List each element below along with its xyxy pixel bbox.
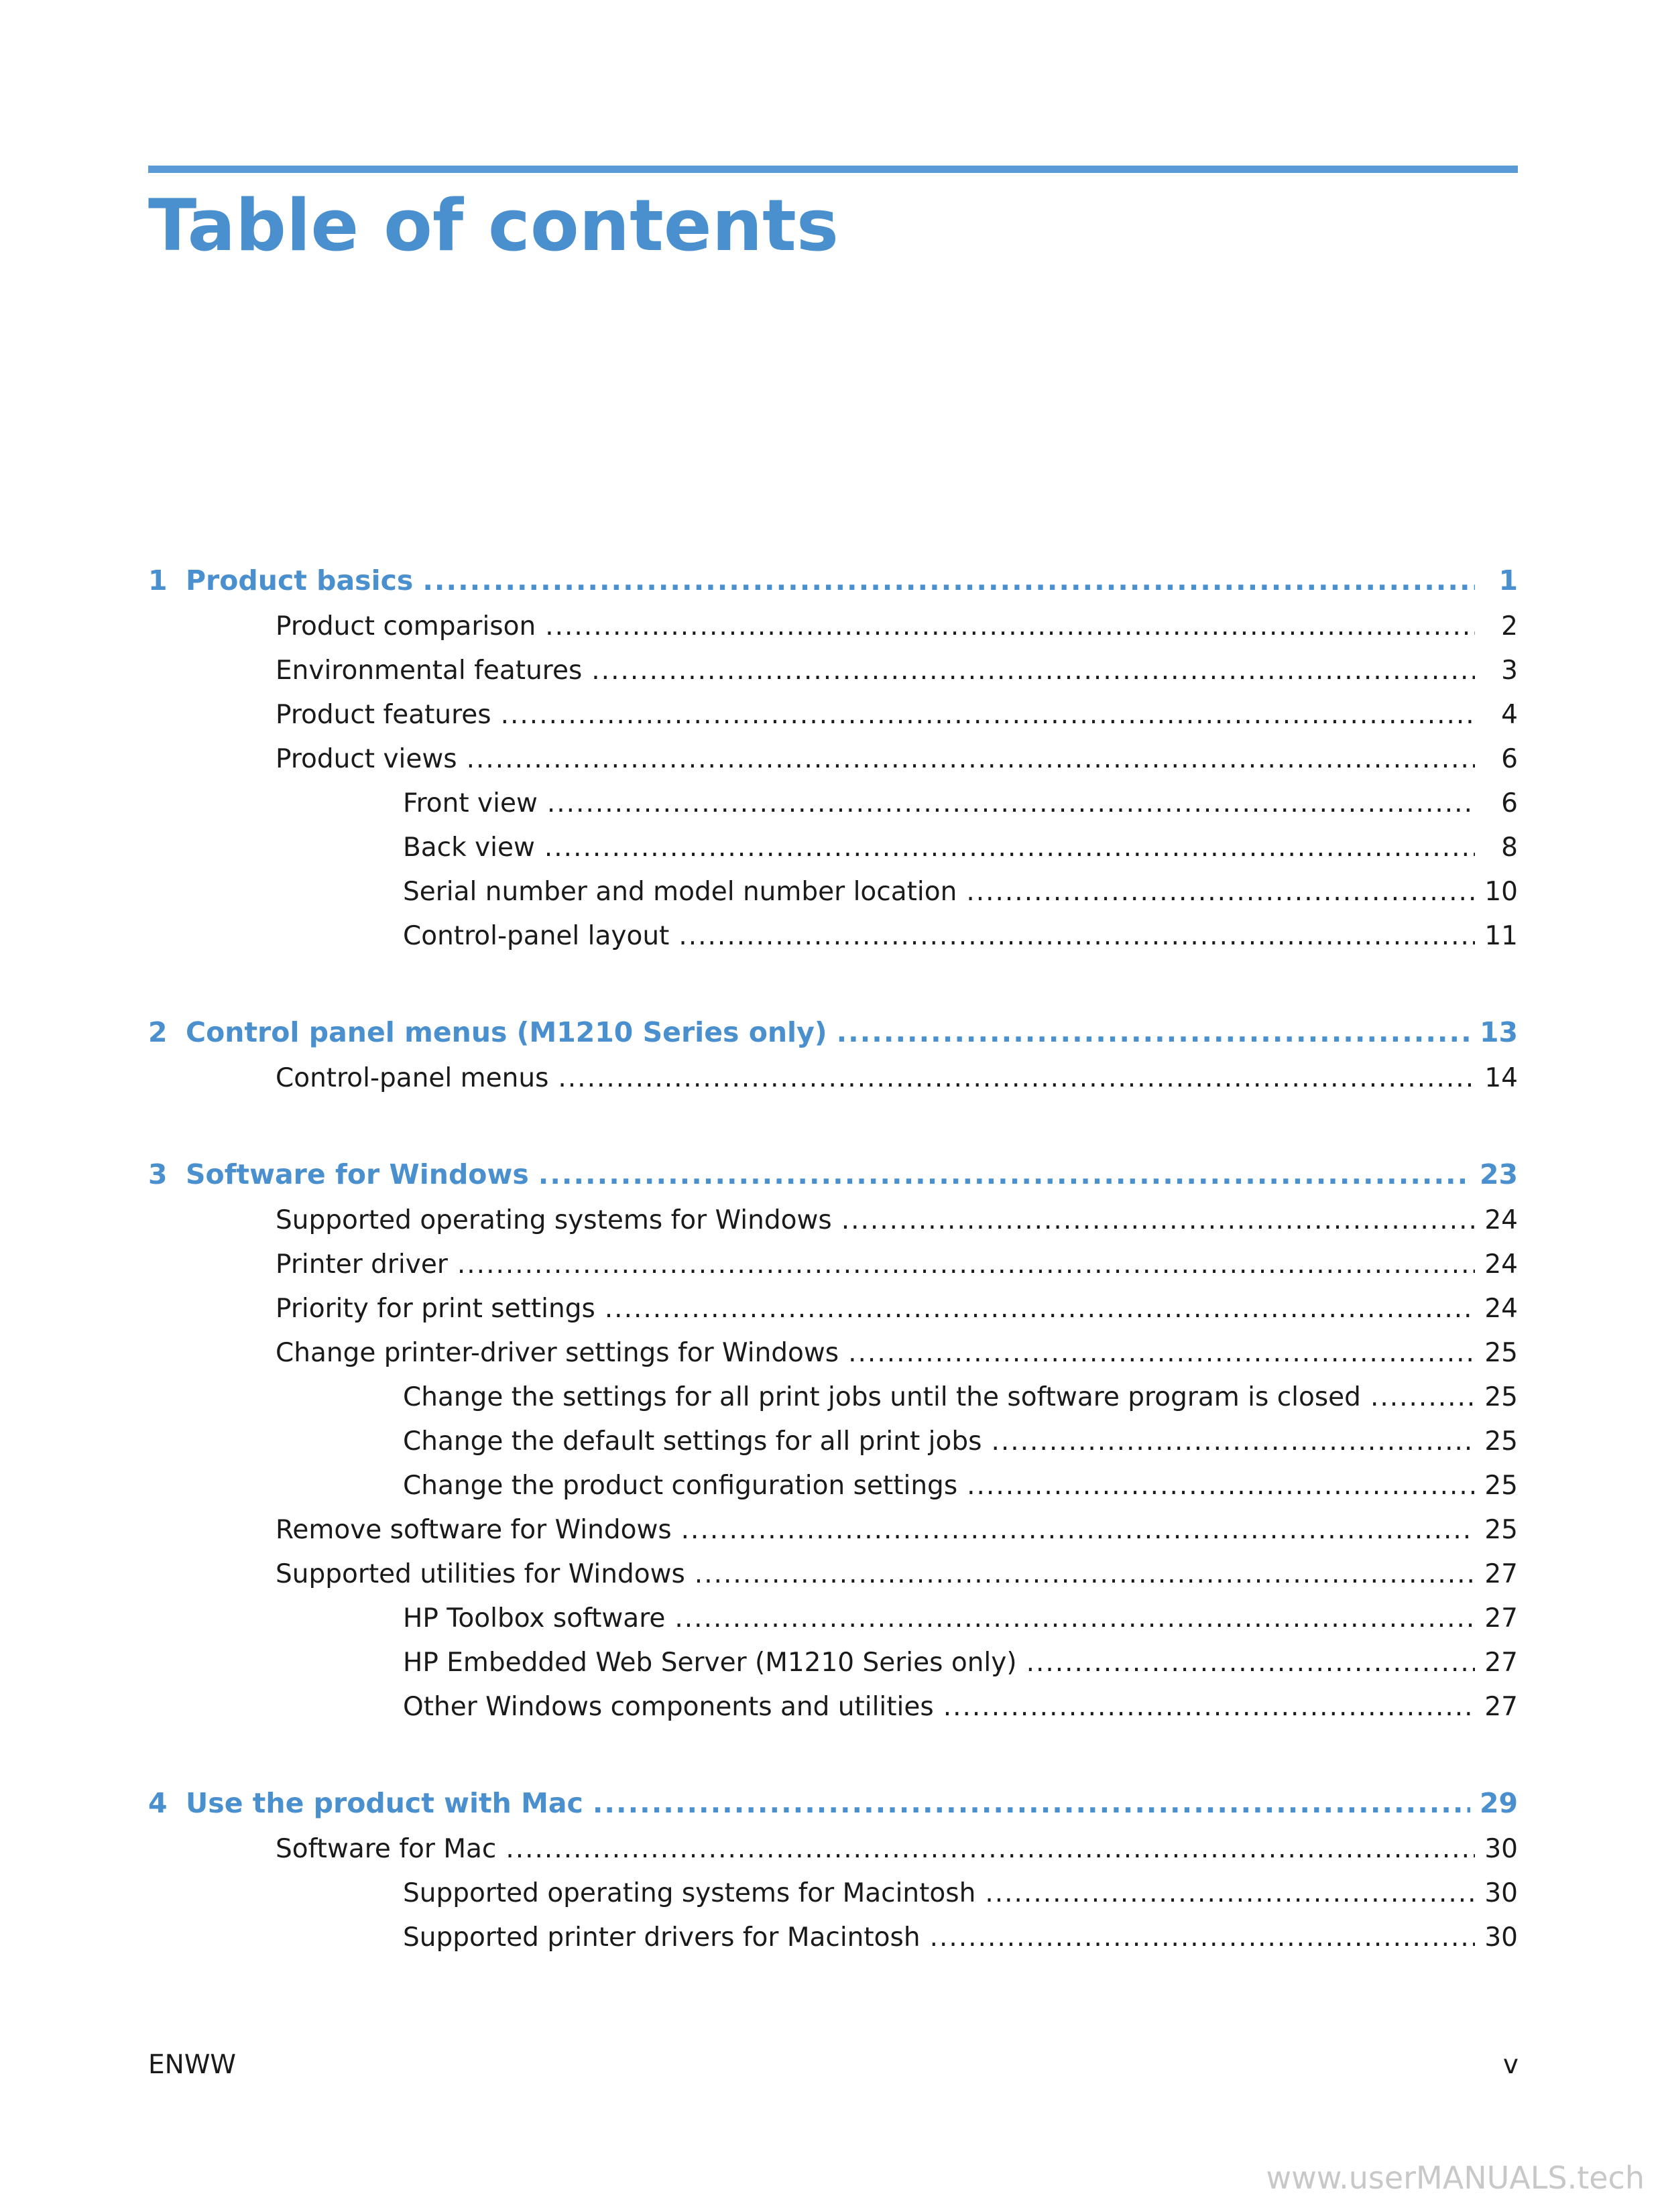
entry-title: Product features — [276, 700, 491, 730]
toc-entry[interactable] — [148, 1515, 1518, 1559]
entry-page: 6 — [1501, 788, 1518, 818]
entry-page: 25 — [1484, 1382, 1518, 1412]
toc-chapter-heading[interactable] — [148, 1158, 1518, 1205]
toc-entry[interactable] — [148, 1648, 1518, 1692]
dot-leader — [966, 877, 1475, 907]
toc-entry[interactable] — [148, 1834, 1518, 1878]
entry-page: 25 — [1484, 1471, 1518, 1501]
toc-entry[interactable] — [148, 1426, 1518, 1471]
entry-page: 30 — [1484, 1922, 1518, 1953]
entry-page: 11 — [1484, 921, 1518, 951]
toc-chapter — [148, 1787, 1518, 1967]
chapter-title: Use the product with Mac — [186, 1787, 583, 1819]
page-title: Table of contents — [148, 184, 839, 267]
entry-title: Change the default settings for all print jobs — [403, 1426, 982, 1457]
entry-title: Priority for print settings — [276, 1294, 595, 1324]
toc-entry[interactable] — [148, 1063, 1518, 1107]
dot-leader — [591, 656, 1475, 686]
toc-entry[interactable] — [148, 877, 1518, 921]
entry-page: 27 — [1484, 1603, 1518, 1634]
dot-leader — [681, 1515, 1475, 1545]
dot-leader — [848, 1338, 1475, 1368]
entry-page: 8 — [1501, 833, 1518, 863]
entry-page: 27 — [1484, 1692, 1518, 1722]
toc-entry[interactable] — [148, 1692, 1518, 1736]
entry-title: Supported operating systems for Macintosh — [403, 1878, 976, 1908]
dot-leader — [545, 611, 1475, 641]
page-number: v — [1502, 2050, 1519, 2080]
toc-entry[interactable] — [148, 1249, 1518, 1294]
footer-label: ENWW — [148, 2050, 236, 2080]
dot-leader — [841, 1205, 1475, 1235]
dot-leader — [593, 1787, 1470, 1819]
toc-entry[interactable] — [148, 1878, 1518, 1922]
dot-leader — [985, 1878, 1475, 1908]
entry-title: Supported utilities for Windows — [276, 1559, 685, 1589]
entry-title: HP Toolbox software — [403, 1603, 666, 1634]
dot-leader — [544, 833, 1475, 863]
entry-title: Remove software for Windows — [276, 1515, 672, 1545]
table-of-contents — [148, 564, 1518, 2018]
chapter-page: 1 — [1498, 564, 1518, 597]
chapter-title: Software for Windows — [186, 1158, 529, 1190]
dot-leader — [558, 1063, 1475, 1093]
chapter-number: 3 — [148, 1158, 168, 1190]
toc-chapter-heading[interactable] — [148, 1016, 1518, 1063]
entry-page: 25 — [1484, 1426, 1518, 1457]
title-rule — [148, 166, 1518, 173]
toc-chapter-heading[interactable] — [148, 564, 1518, 611]
dot-leader — [837, 1016, 1470, 1048]
dot-leader — [501, 700, 1475, 730]
entry-title: Software for Mac — [276, 1834, 497, 1864]
entry-title: Other Windows components and utilities — [403, 1692, 934, 1722]
toc-entry[interactable] — [148, 1471, 1518, 1515]
chapter-page: 13 — [1479, 1016, 1518, 1048]
entry-page: 25 — [1484, 1515, 1518, 1545]
entry-page: 6 — [1501, 744, 1518, 774]
chapter-number: 1 — [148, 564, 168, 597]
entry-page: 24 — [1484, 1294, 1518, 1324]
dot-leader — [943, 1692, 1475, 1722]
toc-entry[interactable] — [148, 1338, 1518, 1382]
toc-entry[interactable] — [148, 1559, 1518, 1603]
toc-entry[interactable] — [148, 921, 1518, 965]
entry-page: 14 — [1484, 1063, 1518, 1093]
entry-title: Control-panel layout — [403, 921, 670, 951]
entry-title: Environmental features — [276, 656, 583, 686]
toc-entry[interactable] — [148, 1382, 1518, 1426]
dot-leader — [1026, 1648, 1475, 1678]
toc-entry[interactable] — [148, 1603, 1518, 1648]
toc-entry[interactable] — [148, 611, 1518, 656]
toc-entry[interactable] — [148, 656, 1518, 700]
dot-leader — [467, 744, 1475, 774]
entry-title: Supported operating systems for Windows — [276, 1205, 832, 1235]
dot-leader — [695, 1559, 1475, 1589]
entry-title: HP Embedded Web Server (M1210 Series only) — [403, 1648, 1017, 1678]
toc-chapter — [148, 1158, 1518, 1736]
entry-page: 24 — [1484, 1205, 1518, 1235]
watermark: www.userMANUALS.tech — [1266, 2160, 1645, 2196]
entry-title: Change printer-driver settings for Windows — [276, 1338, 839, 1368]
toc-entry[interactable] — [148, 1922, 1518, 1967]
toc-entry[interactable] — [148, 700, 1518, 744]
entry-title: Control-panel menus — [276, 1063, 549, 1093]
dot-leader — [674, 1603, 1475, 1634]
toc-entry[interactable] — [148, 1294, 1518, 1338]
toc-chapter — [148, 564, 1518, 965]
dot-leader — [506, 1834, 1475, 1864]
entry-title: Front view — [403, 788, 538, 818]
dot-leader — [991, 1426, 1475, 1457]
entry-page: 25 — [1484, 1338, 1518, 1368]
toc-chapter — [148, 1016, 1518, 1107]
entry-title: Change the settings for all print jobs until the software program is closed — [403, 1382, 1361, 1412]
dot-leader — [678, 921, 1475, 951]
entry-title: Product views — [276, 744, 457, 774]
entry-title: Supported printer drivers for Macintosh — [403, 1922, 921, 1953]
entry-title: Product comparison — [276, 611, 536, 641]
chapter-number: 2 — [148, 1016, 168, 1048]
chapter-title: Product basics — [186, 564, 414, 597]
dot-leader — [967, 1471, 1475, 1501]
entry-title: Printer driver — [276, 1249, 448, 1280]
dot-leader — [547, 788, 1475, 818]
dot-leader — [1370, 1382, 1475, 1412]
toc-entry[interactable] — [148, 788, 1518, 833]
entry-title: Serial number and model number location — [403, 877, 957, 907]
chapter-number: 4 — [148, 1787, 168, 1819]
entry-title: Change the product configuration settings — [403, 1471, 958, 1501]
toc-entry[interactable] — [148, 744, 1518, 788]
entry-page: 30 — [1484, 1878, 1518, 1908]
entry-page: 2 — [1501, 611, 1518, 641]
chapter-title: Control panel menus (M1210 Series only) — [186, 1016, 827, 1048]
dot-leader — [605, 1294, 1475, 1324]
dot-leader — [422, 564, 1475, 597]
chapter-page: 23 — [1479, 1158, 1518, 1190]
dot-leader — [538, 1158, 1470, 1190]
entry-page: 3 — [1501, 656, 1518, 686]
entry-title: Back view — [403, 833, 535, 863]
dot-leader — [457, 1249, 1475, 1280]
entry-page: 24 — [1484, 1249, 1518, 1280]
chapter-page: 29 — [1479, 1787, 1518, 1819]
entry-page: 27 — [1484, 1559, 1518, 1589]
entry-page: 27 — [1484, 1648, 1518, 1678]
dot-leader — [930, 1922, 1475, 1953]
toc-entry[interactable] — [148, 833, 1518, 877]
toc-entry[interactable] — [148, 1205, 1518, 1249]
entry-page: 4 — [1501, 700, 1518, 730]
toc-chapter-heading[interactable] — [148, 1787, 1518, 1834]
entry-page: 10 — [1484, 877, 1518, 907]
entry-page: 30 — [1484, 1834, 1518, 1864]
